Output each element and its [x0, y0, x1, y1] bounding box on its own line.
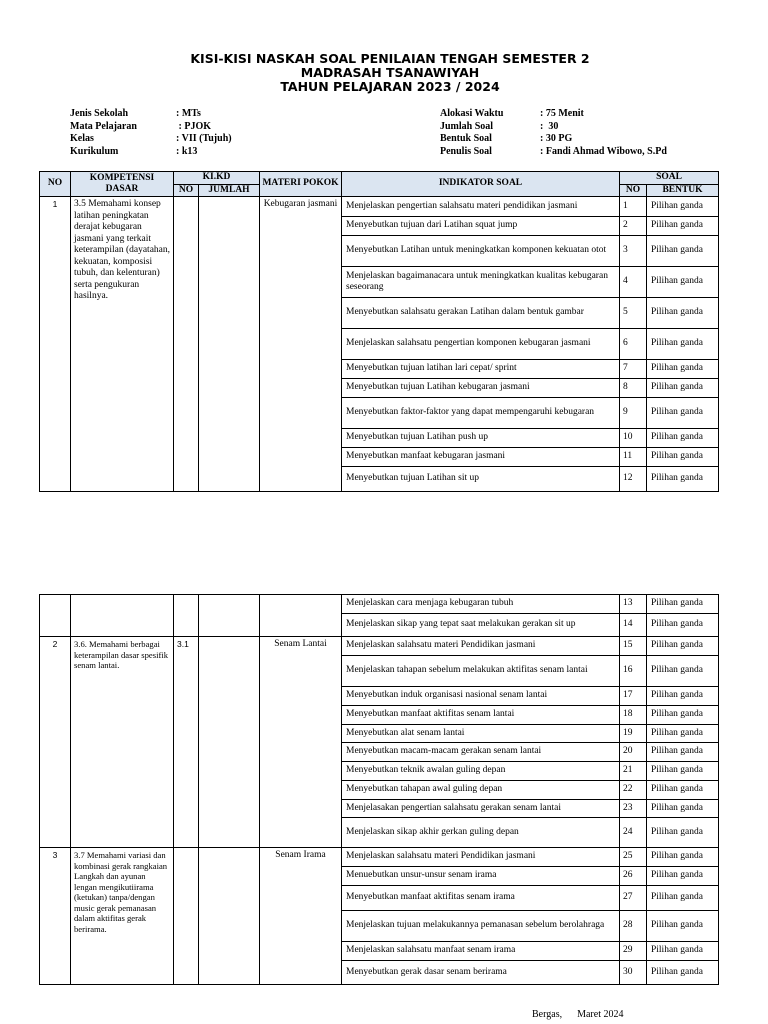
- kompetensi-dasar-text: [71, 595, 174, 637]
- info-label: Jenis Sekolah: [70, 108, 129, 119]
- soal-no-cell: 22: [620, 781, 647, 800]
- soal-no-cell: 13: [620, 595, 647, 614]
- indikator-cell: Menyebutkan macam-macam gerakan senam lantai: [342, 743, 620, 762]
- indikator-cell: Menyebutkan tujuan Latihan sit up: [342, 467, 620, 492]
- header-materi-pokok: MATERI POKOK: [260, 172, 342, 197]
- soal-no-cell: 8: [620, 379, 647, 398]
- materi-pokok: Senam Irama: [260, 848, 342, 985]
- soal-bentuk-cell: Pilihan ganda: [647, 886, 719, 911]
- soal-bentuk-cell: Pilihan ganda: [647, 656, 719, 687]
- soal-no-cell: 26: [620, 867, 647, 886]
- indikator-cell: Menjelaskan salahsatu manfaat senam irama: [342, 942, 620, 961]
- indikator-cell: Menjelaskan pengertian salahsatu materi pendidikan jasmani: [342, 197, 620, 217]
- info-row: [440, 121, 667, 134]
- kikd-jumlah: [199, 595, 260, 637]
- info-left: [70, 108, 232, 158]
- group-no: 1: [40, 197, 71, 492]
- soal-no-cell: 23: [620, 800, 647, 818]
- soal-no-cell: 15: [620, 637, 647, 656]
- info-label: Mata Pelajaran: [70, 120, 137, 132]
- kikd-no: [174, 197, 199, 492]
- soal-no-cell: 3: [620, 236, 647, 267]
- info-label: Kelas: [70, 133, 94, 145]
- soal-bentuk-cell: Pilihan ganda: [647, 448, 719, 467]
- indikator-cell: Menyebutkan manfaat aktifitas senam irama: [342, 886, 620, 911]
- info-value: : 30 PG: [540, 133, 573, 145]
- soal-no-cell: 19: [620, 725, 647, 743]
- soal-no-cell: 6: [620, 329, 647, 360]
- soal-no-cell: 17: [620, 687, 647, 706]
- info-row: [70, 108, 232, 121]
- soal-bentuk-cell: Pilihan ganda: [647, 762, 719, 781]
- indikator-cell: Menjelaskan sikap yang tepat saat melakukan gerakan sit up: [342, 614, 620, 637]
- soal-bentuk-cell: Pilihan ganda: [647, 595, 719, 614]
- signature-place: Bergas,: [532, 1009, 563, 1020]
- indikator-cell: Menjelasakan pengertian salahsatu gerakan senam lantai: [342, 800, 620, 818]
- indikator-cell: Menjelaskan salahsatu materi Pendidikan jasmani: [342, 848, 620, 867]
- group-no: [40, 595, 71, 637]
- soal-bentuk-cell: Pilihan ganda: [647, 725, 719, 743]
- kompetensi-dasar-text: 3.5 Memahami konsep latihan peningkatan derajat kebugaran jasmani yang terkait keterampilan (dayatahan, kekuatan, komposisi tubuh, dan kelenturan) serta pengukuran hasilnya.: [71, 197, 174, 492]
- header-no: NO: [40, 172, 71, 197]
- soal-no-cell: 11: [620, 448, 647, 467]
- indikator-cell: Menjelaskan cara menjaga kebugaran tubuh: [342, 595, 620, 614]
- soal-bentuk-cell: Pilihan ganda: [647, 961, 719, 985]
- info-value: : 30: [540, 120, 559, 132]
- info-value: : VII (Tujuh): [176, 133, 232, 145]
- soal-no-cell: 7: [620, 360, 647, 379]
- indikator-cell: Menuebutkan unsur-unsur senam irama: [342, 867, 620, 886]
- soal-bentuk-cell: Pilihan ganda: [647, 911, 719, 942]
- indikator-cell: Menjelaskan sikap akhir gerkan guling depan: [342, 818, 620, 848]
- soal-no-cell: 20: [620, 743, 647, 762]
- indikator-cell: Menjelaskan tahapan sebelum melakukan aktifitas senam lantai: [342, 656, 620, 687]
- kompetensi-dasar-text: 3.6. Memahami berbagai keterampilan dasar spesifik senam lantai.: [71, 637, 174, 848]
- soal-no-cell: 4: [620, 267, 647, 298]
- indikator-cell: Menyebutkan gerak dasar senam berirama: [342, 961, 620, 985]
- soal-bentuk-cell: Pilihan ganda: [647, 429, 719, 448]
- indikator-cell: Menjelaskan tujuan melakukannya pemanasan sebelum berolahraga: [342, 911, 620, 942]
- soal-bentuk-cell: Pilihan ganda: [647, 298, 719, 329]
- header-kikd-no: NO: [174, 184, 199, 197]
- kikd-no: [174, 848, 199, 985]
- info-right: [440, 108, 667, 158]
- kisi-kisi-table-part-1: [39, 171, 719, 492]
- indikator-cell: Menyebutkan tujuan dari Latihan squat jump: [342, 217, 620, 236]
- soal-bentuk-cell: Pilihan ganda: [647, 236, 719, 267]
- info-label: Kurikulum: [70, 145, 119, 157]
- soal-bentuk-cell: Pilihan ganda: [647, 379, 719, 398]
- signature-date: Maret 2024: [577, 1009, 624, 1020]
- header-kikd: KI.KD: [174, 172, 260, 185]
- soal-bentuk-cell: Pilihan ganda: [647, 217, 719, 236]
- soal-no-cell: 16: [620, 656, 647, 687]
- indikator-cell: Menjelaskan bagaimanacara untuk meningkatkan kualitas kebugaran seseorang: [342, 267, 620, 298]
- info-label: Penulis Soal: [440, 145, 492, 157]
- soal-bentuk-cell: Pilihan ganda: [647, 706, 719, 725]
- signature-place-date: [532, 1009, 623, 1020]
- title-line-1: KISI-KISI NASKAH SOAL PENILAIAN TENGAH SEMESTER 2: [190, 51, 590, 66]
- info-row: [70, 146, 232, 159]
- indikator-cell: Menyebutkan manfaat kebugaran jasmani: [342, 448, 620, 467]
- soal-no-cell: 29: [620, 942, 647, 961]
- soal-no-cell: 30: [620, 961, 647, 985]
- header-soal-bentuk: BENTUK: [647, 184, 719, 197]
- group-no: 2: [40, 637, 71, 848]
- info-value: : 75 Menit: [540, 108, 584, 119]
- indikator-cell: Menyebutkan tujuan latihan lari cepat/ sprint: [342, 360, 620, 379]
- header-soal-no: NO: [620, 184, 647, 197]
- kikd-no: 3.1: [174, 637, 199, 848]
- indikator-cell: Menyebutkan tahapan awal guling depan: [342, 781, 620, 800]
- soal-bentuk-cell: Pilihan ganda: [647, 614, 719, 637]
- info-value: : Fandi Ahmad Wibowo, S.Pd: [540, 145, 667, 157]
- soal-bentuk-cell: Pilihan ganda: [647, 398, 719, 429]
- kompetensi-dasar-text: 3.7 Memahami variasi dan kombinasi gerak rangkaian Langkah dan ayunan lengan mengikutiirama (ketukan) tanpa/dengan music gerak pemanasan dalam aktifitas gerak berirama.: [71, 848, 174, 985]
- group-no: 3: [40, 848, 71, 985]
- soal-no-cell: 1: [620, 197, 647, 217]
- info-value: : PJOK: [176, 120, 211, 132]
- soal-bentuk-cell: Pilihan ganda: [647, 800, 719, 818]
- indikator-cell: Menyebutkan faktor-faktor yang dapat mempengaruhi kebugaran: [342, 398, 620, 429]
- indikator-cell: Menyebutkan manfaat aktifitas senam lantai: [342, 706, 620, 725]
- soal-bentuk-cell: Pilihan ganda: [647, 818, 719, 848]
- indikator-cell: Menyebutkan tujuan Latihan push up: [342, 429, 620, 448]
- header-soal: SOAL: [620, 172, 719, 185]
- soal-no-cell: 24: [620, 818, 647, 848]
- indikator-cell: Menyebutkan teknik awalan guling depan: [342, 762, 620, 781]
- indikator-cell: Menyebutkan tujuan Latihan kebugaran jasmani: [342, 379, 620, 398]
- soal-bentuk-cell: Pilihan ganda: [647, 687, 719, 706]
- soal-no-cell: 18: [620, 706, 647, 725]
- soal-bentuk-cell: Pilihan ganda: [647, 867, 719, 886]
- soal-bentuk-cell: Pilihan ganda: [647, 467, 719, 492]
- kikd-jumlah: [199, 848, 260, 985]
- indikator-cell: Menjelaskan salahsatu pengertian komponen kebugaran jasmani: [342, 329, 620, 360]
- info-row: [70, 133, 232, 146]
- soal-bentuk-cell: Pilihan ganda: [647, 267, 719, 298]
- soal-bentuk-cell: Pilihan ganda: [647, 329, 719, 360]
- soal-bentuk-cell: Pilihan ganda: [647, 942, 719, 961]
- info-label: Alokasi Waktu: [440, 108, 504, 119]
- indikator-cell: Menyebutkan alat senam lantai: [342, 725, 620, 743]
- soal-bentuk-cell: Pilihan ganda: [647, 197, 719, 217]
- soal-no-cell: 14: [620, 614, 647, 637]
- soal-bentuk-cell: Pilihan ganda: [647, 360, 719, 379]
- materi-pokok: [260, 595, 342, 637]
- soal-bentuk-cell: Pilihan ganda: [647, 848, 719, 867]
- info-row: [70, 121, 232, 134]
- info-value: : k13: [176, 145, 198, 157]
- title-line-2: MADRASAH TSANAWIYAH: [300, 65, 480, 80]
- soal-no-cell: 2: [620, 217, 647, 236]
- soal-no-cell: 25: [620, 848, 647, 867]
- indikator-cell: Menjelaskan salahsatu materi Pendidikan jasmani: [342, 637, 620, 656]
- soal-no-cell: 5: [620, 298, 647, 329]
- title-line-3: TAHUN PELAJARAN 2023 / 2024: [280, 79, 500, 94]
- soal-no-cell: 12: [620, 467, 647, 492]
- soal-bentuk-cell: Pilihan ganda: [647, 637, 719, 656]
- kikd-jumlah: [199, 197, 260, 492]
- info-row: [440, 146, 667, 159]
- materi-pokok: Kebugaran jasmani: [260, 197, 342, 492]
- info-label: Jumlah Soal: [440, 120, 494, 132]
- soal-no-cell: 28: [620, 911, 647, 942]
- kikd-jumlah: [199, 637, 260, 848]
- kisi-kisi-table-part-2: [39, 594, 719, 985]
- soal-no-cell: 9: [620, 398, 647, 429]
- info-value: : MTs: [176, 108, 201, 119]
- info-label: Bentuk Soal: [440, 133, 492, 145]
- soal-bentuk-cell: Pilihan ganda: [647, 743, 719, 762]
- materi-pokok: Senam Lantai: [260, 637, 342, 848]
- kikd-no: [174, 595, 199, 637]
- indikator-cell: Menyebutkan Latihan untuk meningkatkan komponen kekuatan otot: [342, 236, 620, 267]
- indikator-cell: Menyebutkan salahsatu gerakan Latihan dalam bentuk gambar: [342, 298, 620, 329]
- info-row: [440, 108, 667, 121]
- soal-bentuk-cell: Pilihan ganda: [647, 781, 719, 800]
- document-title: [0, 52, 768, 94]
- header-kikd-jumlah: JUMLAH: [199, 184, 260, 197]
- soal-no-cell: 27: [620, 886, 647, 911]
- indikator-cell: Menyebutkan induk organisasi nasional senam lantai: [342, 687, 620, 706]
- header-indikator-soal: INDIKATOR SOAL: [342, 172, 620, 197]
- soal-no-cell: 10: [620, 429, 647, 448]
- info-row: [440, 133, 667, 146]
- header-kompetensi-dasar: KOMPETENSI DASAR: [71, 172, 174, 197]
- soal-no-cell: 21: [620, 762, 647, 781]
